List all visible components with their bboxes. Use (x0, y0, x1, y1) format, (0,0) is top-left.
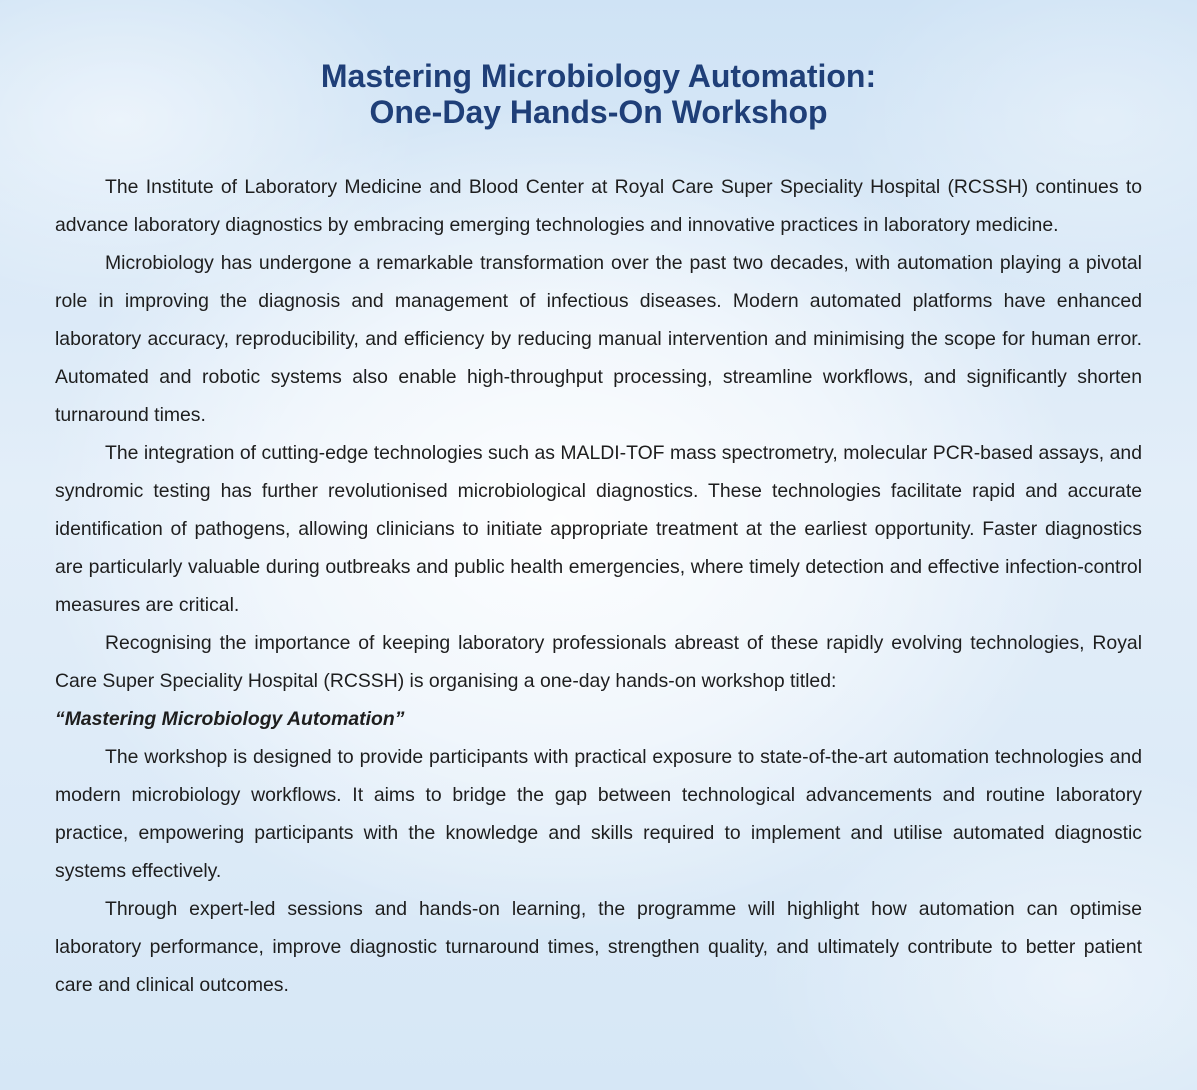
title-line-1: Mastering Microbiology Automation: (320, 58, 877, 94)
workshop-title: “Mastering Microbiology Automation” (55, 708, 405, 730)
paragraph-programme-highlights: Through expert-led sessions and hands-on learning, the programme will highlight how automation can optimise laboratory performance, improve diagnostic turnaround times, strengthen quality, and ultimately contribute to better patient care and clinical outcomes. (55, 898, 1142, 996)
paragraph-workshop-design: The workshop is designed to provide participants with practical exposure to state-of-the-art automation technologies and modern microbiology workflows. It aims to bridge the gap between technological advancements and routine laboratory practice, empowering participants with the knowledge and skills required to implement and utilise automated diagnostic systems effectively. (55, 746, 1142, 882)
document-page (55, 58, 1142, 1004)
paragraph-introduction: The Institute of Laboratory Medicine and Blood Center at Royal Care Super Speciality Hospital (RCSSH) continues to advance laboratory diagnostics by embracing emerging technologies and innovative practices in laboratory medicine. (55, 176, 1142, 236)
page-title (55, 58, 1142, 130)
paragraph-technology-integration: The integration of cutting-edge technologies such as MALDI-TOF mass spectrometry, molecular PCR-based assays, and syndromic testing has further revolutionised microbiological diagnostics. These technologies facilitate rapid and accurate identification of pathogens, allowing clinicians to initiate appropriate treatment at the earliest opportunity. Faster diagnostics are particularly valuable during outbreaks and public health emergencies, where timely detection and effective infection-control measures are critical. (55, 442, 1142, 616)
paragraph-automation-transformation: Microbiology has undergone a remarkable transformation over the past two decades, with automation playing a pivotal role in improving the diagnosis and management of infectious diseases. Modern automated platforms have enhanced laboratory accuracy, reproducibility, and efficiency by reducing manual intervention and minimising the scope for human error. Automated and robotic systems also enable high-throughput processing, streamline workflows, and significantly shorten turnaround times. (55, 252, 1142, 426)
paragraph-workshop-announcement (55, 624, 1142, 738)
document-body (55, 168, 1142, 1004)
workshop-announcement-text: Recognising the importance of keeping laboratory professionals abreast of these rapidly evolving technologies, Royal Care Super Speciality Hospital (RCSSH) is organising a one-day hands-on workshop titled: (55, 632, 1142, 692)
title-line-2: One-Day Hands-On Workshop (369, 94, 828, 130)
